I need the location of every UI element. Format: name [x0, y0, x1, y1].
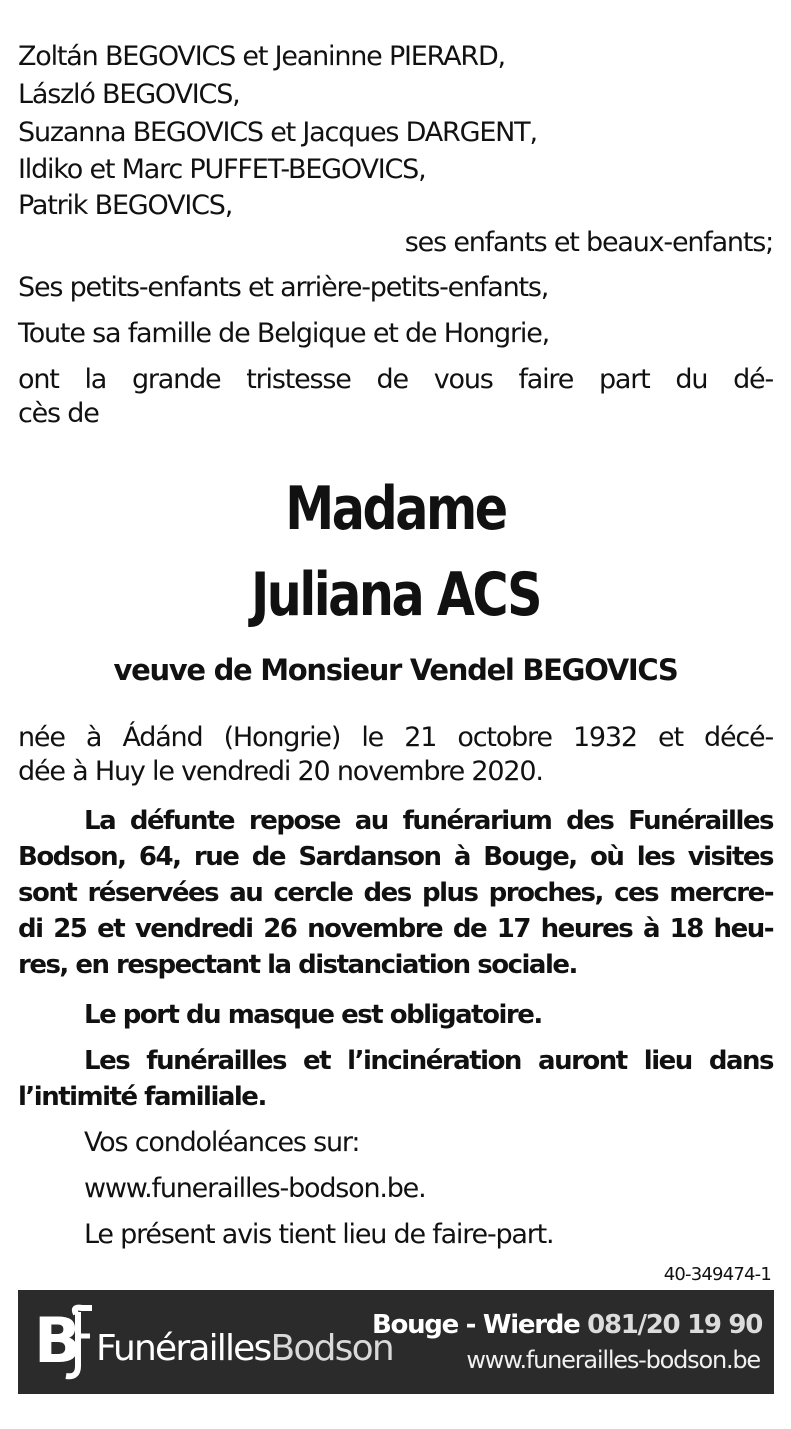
condolences-line: Vos condoléances sur: — [84, 1127, 360, 1158]
born-line-1: née à Ádánd (Hongrie) le 21 octobre 1932 et décé- — [18, 722, 773, 753]
announce-line-2: cès de — [18, 398, 99, 429]
family-line-1: Zoltán BEGOVICS et Jeaninne PIERARD, — [18, 41, 505, 72]
repose-line-3: sont réservées au cercle des plus proches, ces mercre- — [18, 878, 773, 908]
footer-location: Bouge - Wierde — [371, 1310, 580, 1340]
bodson-logo-icon — [32, 1304, 102, 1382]
announce-line-1: ont la grande tristesse de vous faire part du dé- — [18, 364, 773, 395]
brand-name-part1: Funérailles — [96, 1328, 271, 1369]
widow-of-line: veuve de Monsieur Vendel BEGOVICS — [113, 653, 678, 687]
brand-name-part2: Bodson — [270, 1328, 393, 1369]
footer-phone[interactable]: 081/20 19 90 — [587, 1310, 762, 1340]
grandchildren-line: Ses petits-enfants et arrière-petits-enfants, — [18, 272, 549, 303]
family-line-4: Ildiko et Marc PUFFET-BEGOVICS, — [18, 154, 426, 185]
footer-location-phone — [372, 1310, 762, 1340]
family-line-5: Patrik BEGOVICS, — [18, 190, 233, 221]
repose-line-1: La défunte repose au funérarium des Funérailles — [84, 806, 773, 836]
deceased-title: Madame — [285, 474, 506, 544]
condolences-website-link[interactable]: www.funerailles-bodson.be. — [84, 1173, 426, 1204]
funeral-home-banner — [18, 1290, 774, 1394]
repose-line-2: Bodson, 64, rue de Sardanson à Bouge, où les visites — [18, 842, 773, 872]
deceased-name: Juliana ACS — [250, 560, 541, 630]
repose-line-5: res, en respectant la distanciation sociale. — [18, 950, 577, 980]
family-all-line: Toute sa famille de Belgique et de Hongrie, — [18, 318, 549, 349]
funeral-line-2: l’intimité familiale. — [18, 1082, 266, 1112]
family-line-2: László BEGOVICS, — [18, 79, 240, 110]
brand-name — [96, 1328, 393, 1369]
born-line-2: dée à Huy le vendredi 20 novembre 2020. — [18, 756, 543, 787]
family-relation: ses enfants et beaux-enfants; — [404, 227, 773, 258]
notice-line: Le présent avis tient lieu de faire-part. — [84, 1219, 554, 1250]
footer-website-link[interactable]: www.funerailles-bodson.be — [466, 1346, 760, 1374]
mask-line: Le port du masque est obligatoire. — [84, 1000, 542, 1030]
svg-text:B: B — [34, 1304, 76, 1377]
funeral-line-1: Les funérailles et l’incinération auront lieu dans — [84, 1046, 773, 1076]
repose-line-4: di 25 et vendredi 26 novembre de 17 heures à 18 heu- — [18, 914, 773, 944]
reference-number: 40-349474-1 — [663, 1264, 771, 1285]
family-line-3: Suzanna BEGOVICS et Jacques DARGENT, — [18, 117, 537, 148]
